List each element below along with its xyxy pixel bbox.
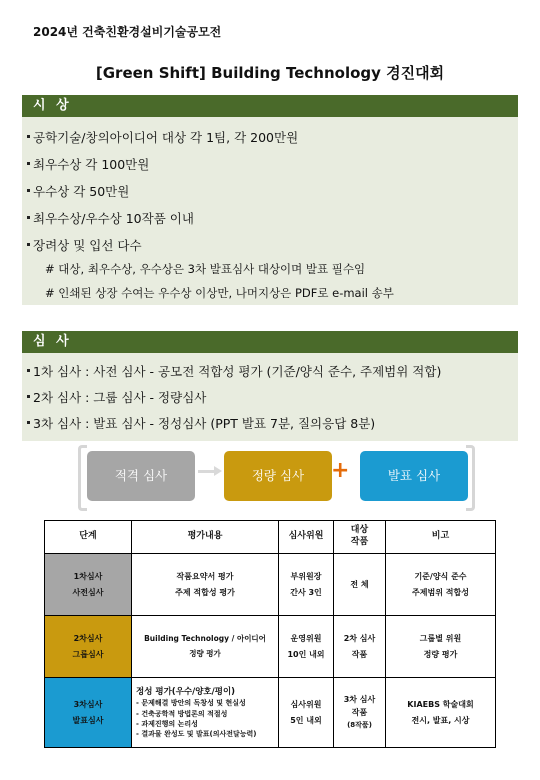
awards-section-header — [22, 95, 518, 117]
content-cell: 정성 평가(우수/양호/평이) - 문제해결 방안의 독창성 및 현실성 - 건축공학적 방법론의 적절성 - 과제진행의 논리성 - 결과물 완성도 및 발표(의사전달능력) — [132, 678, 279, 748]
awards-item: 우수상 각 50만원 — [33, 184, 130, 199]
stage-cell: 2차심사 그룹심사 — [45, 616, 132, 678]
review-item: 3차 심사 : 발표 심사 - 정성심사 (PPT 발표 7분, 질의응답 8분) — [33, 416, 376, 431]
judges-cell: 운영위원 10인 내외 — [279, 616, 334, 678]
judges-cell: 심사위원 5인 내외 — [279, 678, 334, 748]
table-row — [45, 678, 496, 748]
table-header: 비고 — [386, 521, 496, 554]
table-header-row — [45, 521, 496, 554]
target-cell: 전 체 — [334, 554, 386, 616]
review-stage-table — [44, 520, 496, 748]
awards-item: 최우수상 각 100만원 — [33, 157, 150, 172]
target-cell: 2차 심사 작품 — [334, 616, 386, 678]
note-cell: 기준/양식 준수 주제범위 적합성 — [386, 554, 496, 616]
table-header: 대상 작품 — [334, 521, 386, 554]
table-header: 단계 — [45, 521, 132, 554]
plus-icon: + — [331, 458, 350, 483]
review-item: 2차 심사 : 그룹 심사 - 정량심사 — [33, 390, 207, 405]
contest-year-title: 2024년 건축친환경설비기술공모전 — [33, 25, 222, 39]
awards-note: # 대상, 최우수상, 우수상은 3차 발표심사 대상이며 발표 필수임 — [45, 262, 366, 276]
note-cell: 그룹별 위원 정량 평가 — [386, 616, 496, 678]
awards-section-title: 시 상 — [33, 98, 72, 113]
flow-step-presentation: 발표 심사 — [360, 451, 468, 501]
content-cell: Building Technology / 아이디어 정량 평가 — [132, 616, 279, 678]
review-section-title: 심 사 — [33, 334, 72, 349]
awards-item: 공학기술/창의아이디어 대상 각 1팀, 각 200만원 — [33, 130, 299, 145]
table-row — [45, 554, 496, 616]
table-header: 심사위원 — [279, 521, 334, 554]
flow-bracket-right — [466, 445, 475, 511]
page-title: [Green Shift] Building Technology 경진대회 — [95, 64, 445, 82]
stage-cell: 3차심사 발표심사 — [45, 678, 132, 748]
table-header: 평가내용 — [132, 521, 279, 554]
content-cell: 작품요약서 평가 주제 적합성 평가 — [132, 554, 279, 616]
target-cell: 3차 심사 작품 (8작품) — [334, 678, 386, 748]
stage-cell: 1차심사 사전심사 — [45, 554, 132, 616]
flow-arrow-line — [198, 470, 214, 473]
judges-cell: 부위원장 간사 3인 — [279, 554, 334, 616]
note-cell: KIAEBS 학술대회 전시, 발표, 시상 — [386, 678, 496, 748]
awards-item: 장려상 및 입선 다수 — [33, 238, 142, 253]
awards-item: 최우수상/우수상 10작품 이내 — [33, 211, 194, 226]
flow-step-quantitative: 정량 심사 — [224, 451, 332, 501]
flow-bracket-left — [78, 445, 87, 511]
table-row — [45, 616, 496, 678]
review-item: 1차 심사 : 사전 심사 - 공모전 적합성 평가 (기준/양식 준수, 주제범위 적합) — [33, 364, 442, 379]
review-section-header — [22, 331, 518, 353]
awards-note: # 인쇄된 상장 수여는 우수상 이상만, 나머지상은 PDF로 e-mail 송부 — [45, 286, 394, 300]
flow-arrow-head-icon — [214, 466, 222, 476]
flow-step-qualification: 적격 심사 — [87, 451, 195, 501]
